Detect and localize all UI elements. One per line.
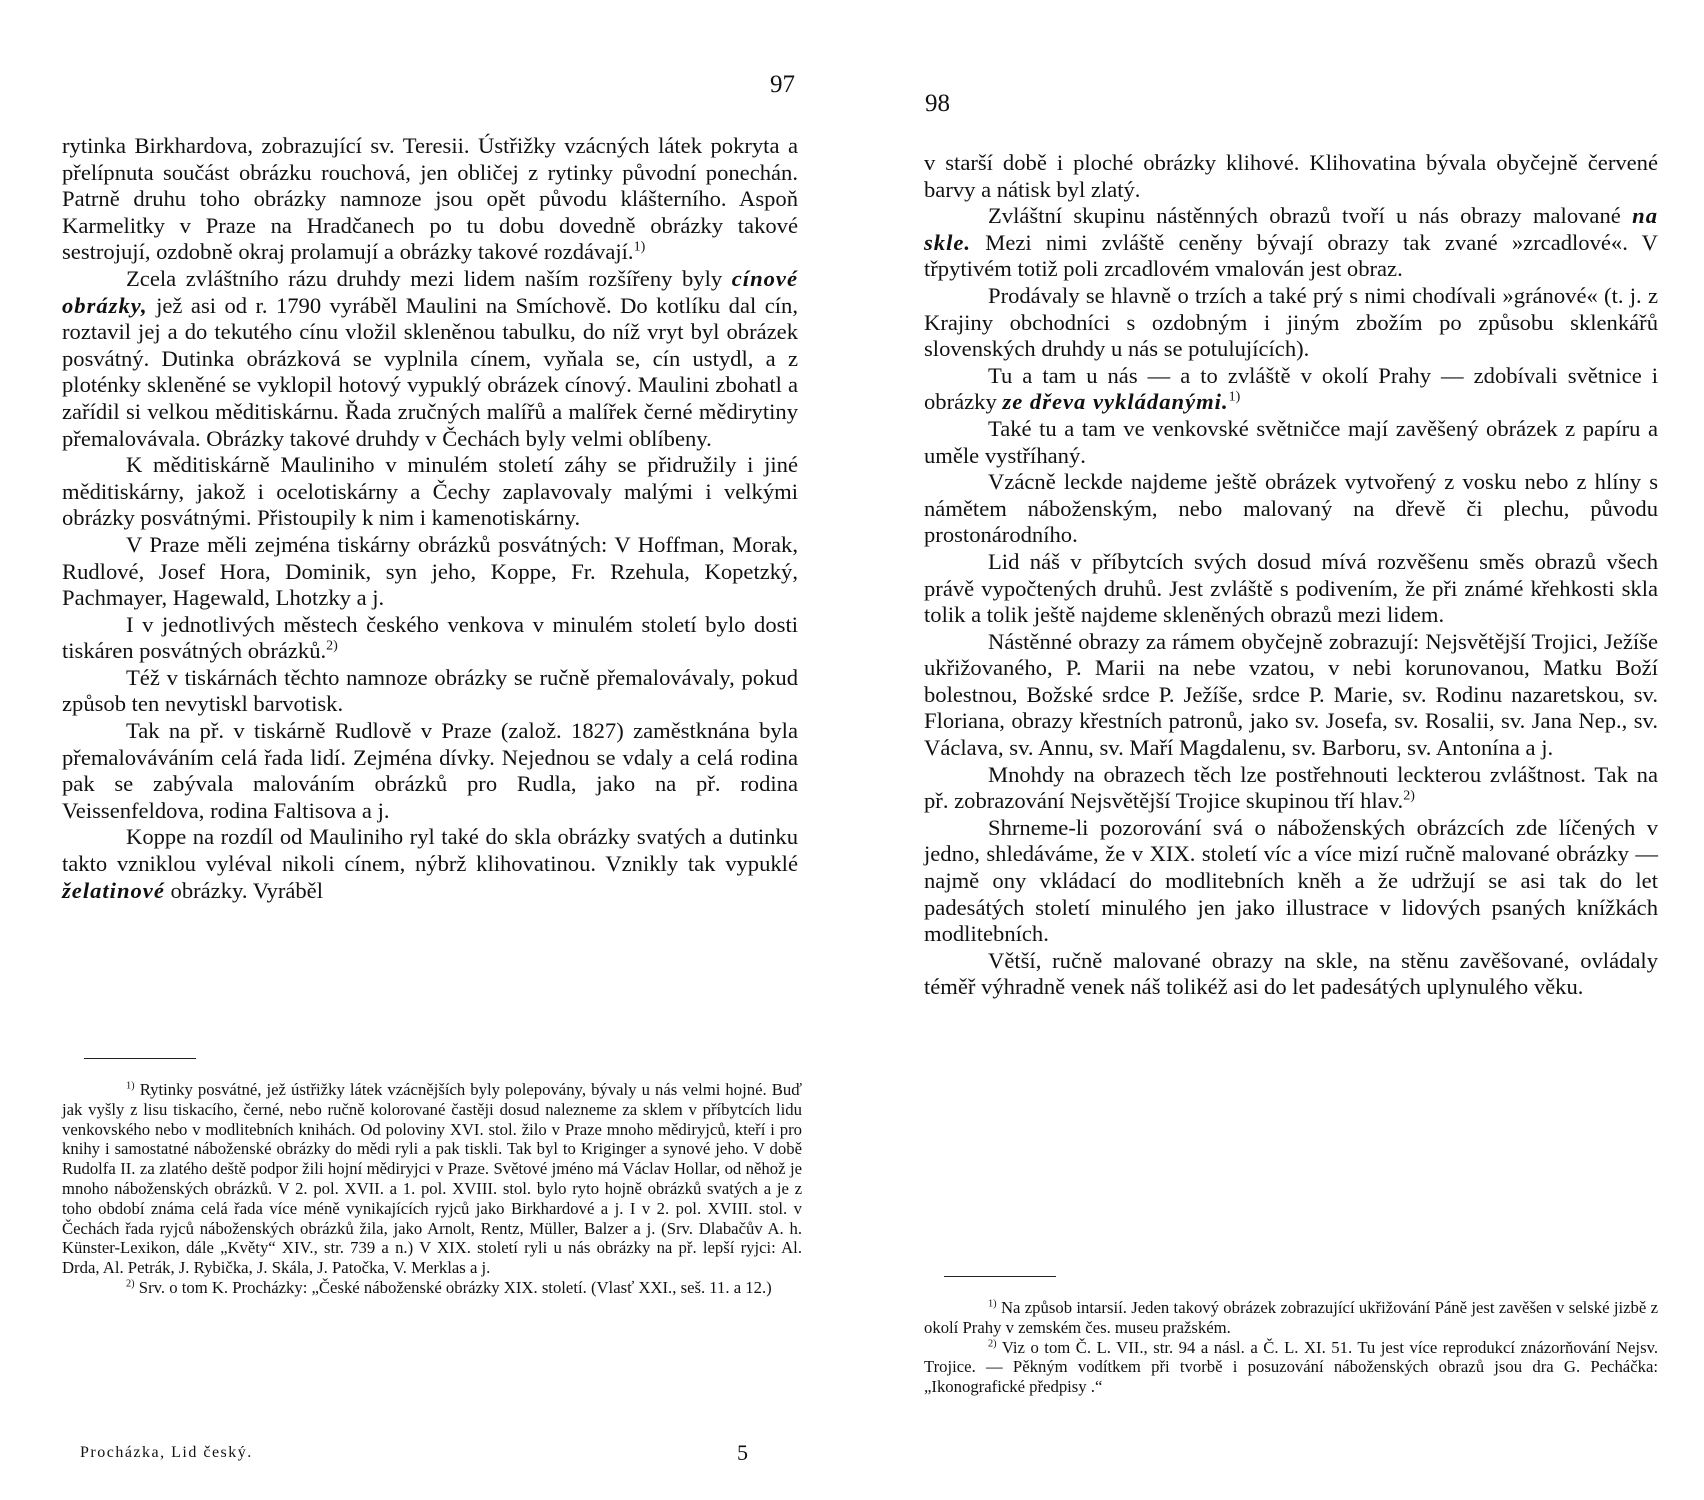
paragraph: Zcela zvláštního rázu druhdy mezi lidem naším rozšířeny byly cínové obrázky, jež asi od r. 1790 vyráběl Maulini na Smíchově. Do kotlíku dal cín, roztavil jej a do tekutého cínu vložil skleněnou tabulku, do níž vryt byl obrázek posvátný. Dutinka obrázková se vyplnila cínem, vyňala se, cín ustydl, a z ploténky skleněné se vyklopil hotový vypuklý obrázek cínový. Maulini zbohatl a zařídil si velkou měditiskárnu. Řada zručných malířů a malířek černé mědirytiny přemalovávala. Obrázky takové druhdy v Čechách byly velmi oblíbeny. (62, 265, 798, 451)
paragraph: v starší době i ploché obrázky klihové. Klihovatina bývala obyčejně červené barvy a nátisk byl zlatý. (924, 150, 1658, 202)
page-number: 98 (925, 90, 950, 117)
footnotes (62, 1080, 802, 1298)
paragraph: Shrneme-li pozorování svá o náboženských obrázcích zde líčených v jedno, shledáváme, že v XIX. století víc a více mizí ručně malované obrázky — najmě ony vkládací do modlitebních kněh a že udržují se asi tak do let padesátých století minulého jen jako illustrace v lidových psaných knížkách modlitebních. (924, 814, 1658, 947)
footnote-divider (944, 1276, 1056, 1277)
footnote-mark: 2) (126, 1278, 135, 1290)
body-text (62, 133, 798, 904)
paragraph: Tu a tam u nás — a to zvláště v okolí Prahy — zdobívali světnice i obrázky ze dřeva vykládanými.$^{1)}$ (924, 362, 1658, 415)
paragraph: Lid náš v příbytcích svých dosud mívá rozvěšenu směs obrazů všech právě vypočtených druhů. Jest zvláště s podivením, že při známé křehkosti skla tolik a tolik ještě najdeme skleněných obrazů mezi lidem. (924, 548, 1658, 628)
page-number: 97 (770, 71, 795, 98)
emphasis: cínové obrázky, (62, 265, 798, 318)
footnote: $^{2)}$ Srv. o tom K. Procházky: „České náboženské obrázky XIX. století. (Vlasť XXI., seš. 11. a 12.) (126, 1277, 772, 1297)
paragraph: Tak na př. v tiskárně Rudlově v Praze (založ. 1827) zaměstknána byla přemalováváním celá řada lidí. Zejména dívky. Nejednou se vdaly a celá rodina pak se zabývala malováním obrázků pro Rudla, jako na př. rodina Veissenfeldova, rodina Faltisova a j. (62, 718, 798, 823)
signature-line: Procházka, Lid český. (80, 1444, 253, 1461)
footnotes (924, 1298, 1658, 1397)
footnote-mark: 1) (988, 1298, 997, 1310)
paragraph: Koppe na rozdíl od Mauliniho ryl také do skla obrázky svatých a dutinku takto vzniklou vyléval nikoli cínem, nýbrž klihovatinou. Vznikly tak vypuklé želatinové obrázky. Vyráběl (62, 824, 798, 903)
footnote-mark: 2) (988, 1338, 997, 1350)
paragraph: Mnohdy na obrazech těch lze postřehnouti leckterou zvláštnost. Tak na př. zobrazování Nejsvětější Trojice skupinou tří hlav.$^{2)}$ (924, 761, 1658, 814)
paragraph: Prodávaly se hlavně o trzích a také prý s nimi chodívali »gránové« (t. j. z Krajiny obchodníci s ozdobným i jiným zbožím po způsobu sklenkářů slovenských druhdy u nás se potulujících). (924, 282, 1658, 362)
paragraph: Větší, ručně malované obrazy na skle, na stěnu zavěšované, ovládaly téměř výhradně venek náš tolikéž asi do let padesátých uplynulého věku. (924, 947, 1658, 1000)
footnote-ref: 2) (1403, 788, 1415, 804)
paragraph: Nástěnné obrazy za rámem obyčejně zobrazují: Nejsvětější Trojici, Ježíše ukřižovaného, P. Marii na nebe vzatou, v nebi korunovanou, Matku Boží bolestnou, Božské srdce P. Ježíše, srdce P. Marie, sv. Rodinu nazaretskou, sv. Floriana, obrazy křestních patronů, jako sv. Josefa, sv. Rosalii, sv. Jana Nep., sv. Václava, sv. Annu, sv. Maří Magdalenu, sv. Barboru, sv. Antonína a j. (924, 628, 1658, 761)
footnote-ref: 1) (1228, 389, 1241, 405)
footnote: $^{1)}$ Rytinky posvátné, jež ústřižky látek vzácnějších byly polepovány, bývaly u nás velmi hojné. Buď jak vyšly z lisu tiskacího, černé, nebo ručně kolorované častěji dosud nalezneme za sklem v příbytcích lidu venkovského nebo v modlitebních knihách. Od poloviny XVI. stol. žilo v Praze mnoho mědiryjců, kteří i pro knihy i samostatné náboženské obrázky do mědi ryli a pak tiskli. Tak byl to Kriginger a synové jeho. V době Rudolfa II. za zlatého deště podpor žili hojní mědiryjci v Praze. Světové jméno má Václav Hollar, od něhož je mnoho náboženských obrázků. V 2. pol. XVII. a 1. pol. XVIII. stol. bylo ryto hojně obrázků svatých a je z toho období známa celá řada více méně vynikajících ryjců jako Birkhardové a j. I v 2. pol. XVIII. stol. v Čechách řada ryjců náboženských obrázků žila, jako Arnolt, Rentz, Müller, Balzer a j. (Srv. Dlabačův A. h. Künster-Lexikon, dále „Květy“ XIV., str. 739 a n.) V XIX. století ryli u nás obrázky na př. lepší ryjci: Al. Drda, Al. Petrák, J. Rybička, J. Skála, J. Patočka, V. Merklas a j. (62, 1080, 803, 1278)
emphasis: ze dřeva vykládanými. (1002, 389, 1229, 415)
emphasis: na skle. (924, 203, 1658, 255)
footnote-ref: 1) (633, 239, 646, 255)
paragraph: Též v tiskárnách těchto namnoze obrázky se ručně přemalovávaly, pokud způsob ten nevytiskl barvotisk. (62, 664, 798, 717)
sheet-number: 5 (737, 1440, 748, 1465)
paragraph: Vzácně leckde najdeme ještě obrázek vytvořený z vosku nebo z hlíny s námětem náboženským, nebo malovaný na dřevě či plechu, původu prostonárodního. (924, 469, 1658, 548)
paragraph: I v jednotlivých městech českého venkova v minulém století bylo dosti tiskáren posvátných obrázků.$^{2)}$ (62, 611, 798, 664)
emphasis: želatinové (62, 877, 165, 903)
paragraph: rytinka Birkhardova, zobrazující sv. Teresii. Ústřižky vzácných látek pokryta a přelípnuta součást obrázku rouchová, jen obličej z rytinky původní ponechán. Patrně druhu toho obrázky namnoze jsou opět původu klášterního. Aspoň Karmelitky v Praze na Hradčanech po tu dobu dovedně obrázky takové sestrojují, ozdobně okraj prolamují a obrázky takové rozdávají.$^{1)}$ (62, 133, 798, 265)
paragraph: Také tu a tam ve venkovské světničce mají zavěšený obrázek z papíru a uměle vystříhaný. (924, 415, 1658, 468)
right-page (852, 0, 1704, 1500)
paragraph: Zvláštní skupinu nástěnných obrazů tvoří u nás obrazy malované na skle. Mezi nimi zvláště ceněny bývají obrazy tak zvané »zrcadlové«. V třpytivém totiž poli zrcadlovém vmalován jest obraz. (924, 203, 1658, 282)
footnote-divider (84, 1058, 196, 1059)
body-text (924, 150, 1658, 1001)
footnote: $^{1)}$ Na způsob intarsií. Jeden takový obrázek zobrazující ukřižování Páně jest zavěšen v selské jizbě z okolí Prahy v zemském čes. museu pražském. (924, 1298, 1659, 1337)
footnote-ref: 2) (326, 638, 338, 654)
footnote: $^{2)}$ Viz o tom Č. L. VII., str. 94 a násl. a Č. L. XI. 51. Tu jest více reprodukcí znázorňování Nejsv. Trojice. — Pěkným vodítkem při tvorbě i posuzování náboženských obrazů jsou dra G. Pecháčka: „Ikonografické předpisy .“ (924, 1337, 1658, 1397)
paragraph: V Praze měli zejména tiskárny obrázků posvátných: V Hoffman, Morak, Rudlové, Josef Hora, Dominik, syn jeho, Koppe, Fr. Rzehula, Kopetzký, Pachmayer, Hagewald, Lhotzky a j. (62, 531, 798, 611)
footnote-mark: 1) (126, 1080, 135, 1092)
paragraph: K měditiskárně Mauliniho v minulém století záhy se přidružily i jiné měditiskárny, jakož i ocelotiskárny a Čechy zaplavovaly malými i velkými obrázky posvátnými. Přistoupily k nim i kamenotiskárny. (62, 452, 798, 531)
